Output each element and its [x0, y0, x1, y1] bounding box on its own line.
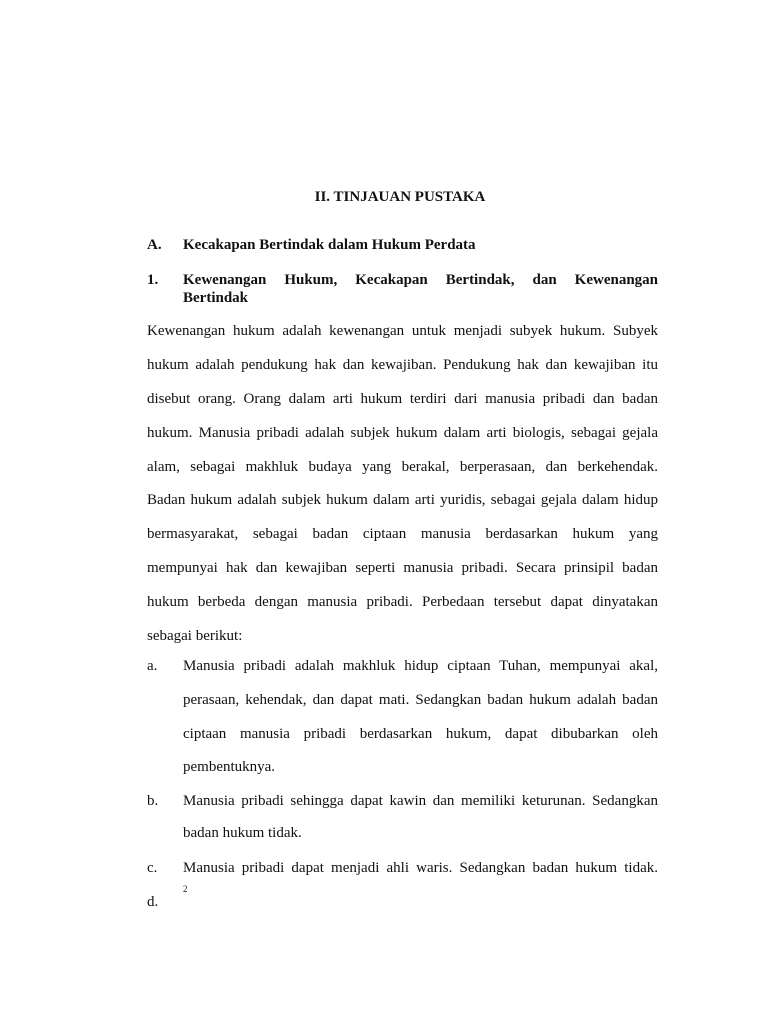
section-1-heading-line: Bertindak [183, 290, 249, 306]
item-a-label: a. [147, 658, 158, 674]
paragraph-line: sebagai berikut: [147, 628, 243, 644]
item-c-line: Manusia pribadi dapat menjadi ahli waris. Sedangkan badan hukum tidak. [183, 860, 658, 876]
item-a-line: ciptaan manusia pribadi berdasarkan hukum, dapat dibubarkan oleh [183, 726, 658, 742]
item-c-label: c. [147, 860, 158, 876]
section-a-label: A. [147, 237, 162, 253]
item-a-line: Manusia pribadi adalah makhluk hidup ciptaan Tuhan, mempunyai akal, [183, 658, 658, 674]
item-b-line: Manusia pribadi sehingga dapat kawin dan memiliki keturunan. Sedangkan [183, 793, 658, 809]
paragraph-line: alam, sebagai makhluk budaya yang berakal, berperasaan, dan berkehendak. [147, 459, 658, 475]
item-a-line: perasaan, kehendak, dan dapat mati. Sedangkan badan hukum adalah badan [183, 692, 658, 708]
item-d-label: d. [147, 894, 159, 910]
paragraph-line: disebut orang. Orang dalam arti hukum terdiri dari manusia pribadi dan badan [147, 391, 658, 407]
section-a-heading: Kecakapan Bertindak dalam Hukum Perdata [183, 237, 476, 253]
paragraph-line: bermasyarakat, sebagai badan ciptaan manusia berdasarkan hukum yang [147, 526, 658, 542]
paragraph-line: hukum adalah pendukung hak dan kewajiban. Pendukung hak dan kewajiban itu [147, 357, 658, 373]
paragraph-line: hukum. Manusia pribadi adalah subjek hukum dalam arti biologis, sebagai gejala [147, 425, 658, 441]
section-1-label: 1. [147, 272, 159, 288]
paragraph-line: Badan hukum adalah subjek hukum dalam arti yuridis, sebagai gejala dalam hidup [147, 492, 658, 508]
item-b-label: b. [147, 793, 159, 809]
item-b-line: badan hukum tidak. [183, 825, 302, 841]
chapter-title: II. TINJAUAN PUSTAKA [314, 189, 486, 205]
footnote-marker: 2 [183, 884, 188, 894]
section-1-heading-line: Kewenangan Hukum, Kecakapan Bertindak, dan Kewenangan [183, 272, 658, 288]
item-a-line: pembentuknya. [183, 759, 276, 775]
paragraph-line: Kewenangan hukum adalah kewenangan untuk menjadi subyek hukum. Subyek [147, 323, 658, 339]
paragraph-line: mempunyai hak dan kewajiban seperti manusia pribadi. Secara prinsipil badan [147, 560, 658, 576]
paragraph-line: hukum berbeda dengan manusia pribadi. Perbedaan tersebut dapat dinyatakan [147, 594, 658, 610]
